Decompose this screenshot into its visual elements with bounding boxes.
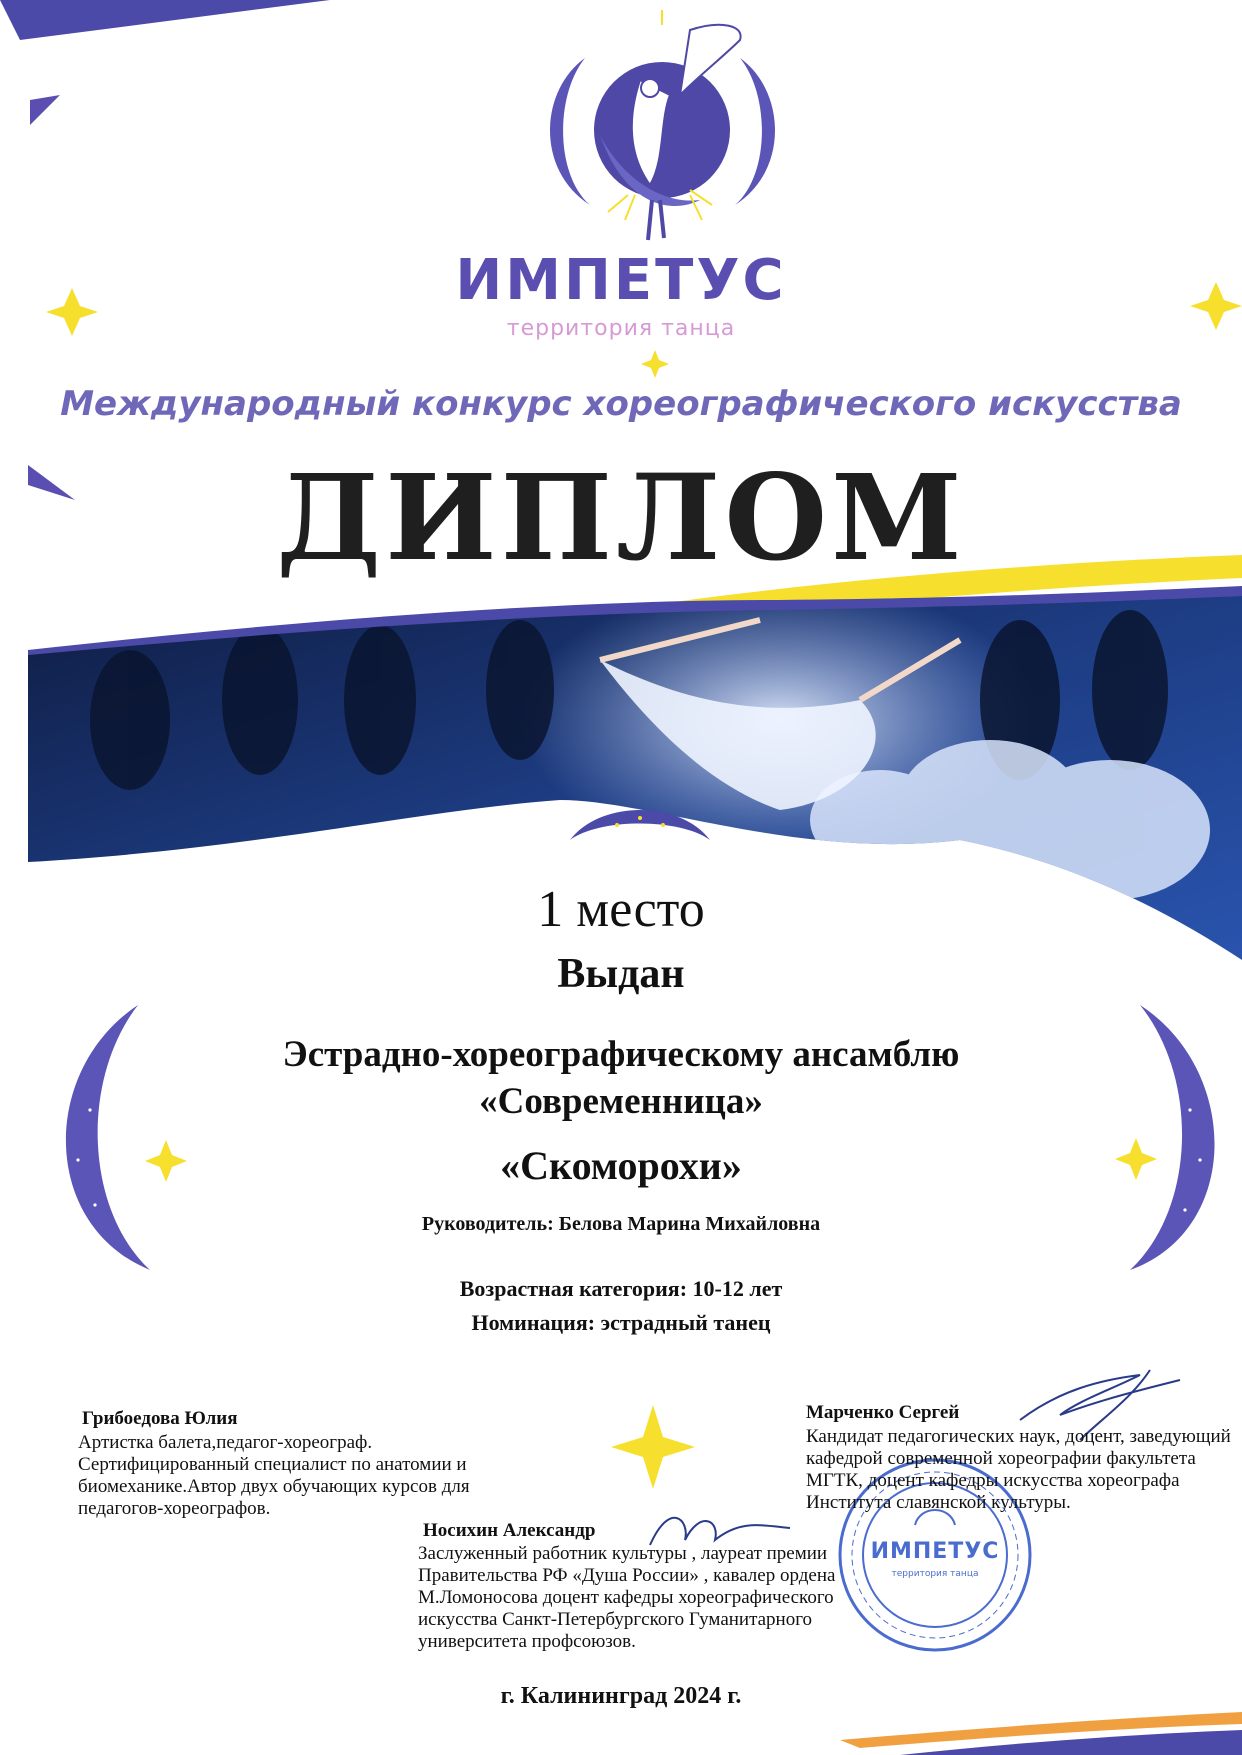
place-text: 1 место	[537, 881, 705, 938]
recipient-line-1: Эстрадно-хореографическому ансамблю	[282, 1034, 960, 1075]
contest-title: Международный конкурс хореографического искусства	[60, 384, 1182, 424]
jury-name-2: Носихин Александр	[423, 1520, 596, 1541]
signature-scribble	[1020, 1375, 1180, 1420]
stamp-name: ИМПЕТУС	[870, 1539, 1000, 1564]
age-category: Возрастная категория: 10-12 лет	[459, 1276, 783, 1301]
corner-accent-left	[30, 95, 60, 125]
work-title: «Скоморохи»	[500, 1143, 742, 1188]
jury-description-2: Заслуженный работник культуры , лауреат премии Правительства РФ «Душа России» , кавалер ордена М.Ломоносова доцент кафедры хореографического искусства Санкт-Петербургского Гуманитарного университета профсоюзов.	[418, 1543, 836, 1652]
sparkle-star-icon	[611, 1405, 695, 1489]
signature-scribble	[650, 1518, 790, 1545]
sparkle-star-icon	[641, 350, 669, 378]
logo-tagline: территория танца	[506, 316, 736, 341]
stamp-subtitle: территория танца	[891, 1569, 979, 1579]
crescent-moon-icon	[550, 58, 590, 205]
document-title: ДИПЛОМ	[276, 448, 966, 587]
leader-text: Руководитель: Белова Марина Михайловна	[421, 1213, 821, 1235]
jury-description-3: Кандидат педагогических наук, доцент, заведующий кафедрой современной хореографии факультета МГТК, доцент кафедры искусства хореографа Института славянской культуры.	[806, 1426, 1231, 1513]
crescent-moon-icon	[735, 58, 775, 205]
issued-text: Выдан	[557, 951, 685, 997]
footer-city-year: г. Калининград 2024 г.	[500, 1683, 742, 1709]
logo-name: ИМПЕТУС	[455, 248, 787, 313]
recipient-line-2: «Современница»	[479, 1081, 763, 1122]
angel-dancer-logo	[550, 10, 775, 240]
nomination: Номинация: эстрадный танец	[471, 1310, 771, 1335]
corner-top-left	[0, 0, 330, 40]
jury-name-1: Грибоедова Юлия	[82, 1408, 238, 1429]
jury-name-3: Марченко Сергей	[806, 1402, 960, 1423]
jury-description-1: Артистка балета,педагог-хореограф. Сертифицированный специалист по анатомии и биомеханике.Автор двух обучающих курсов для педагогов-хореографов.	[78, 1432, 470, 1519]
